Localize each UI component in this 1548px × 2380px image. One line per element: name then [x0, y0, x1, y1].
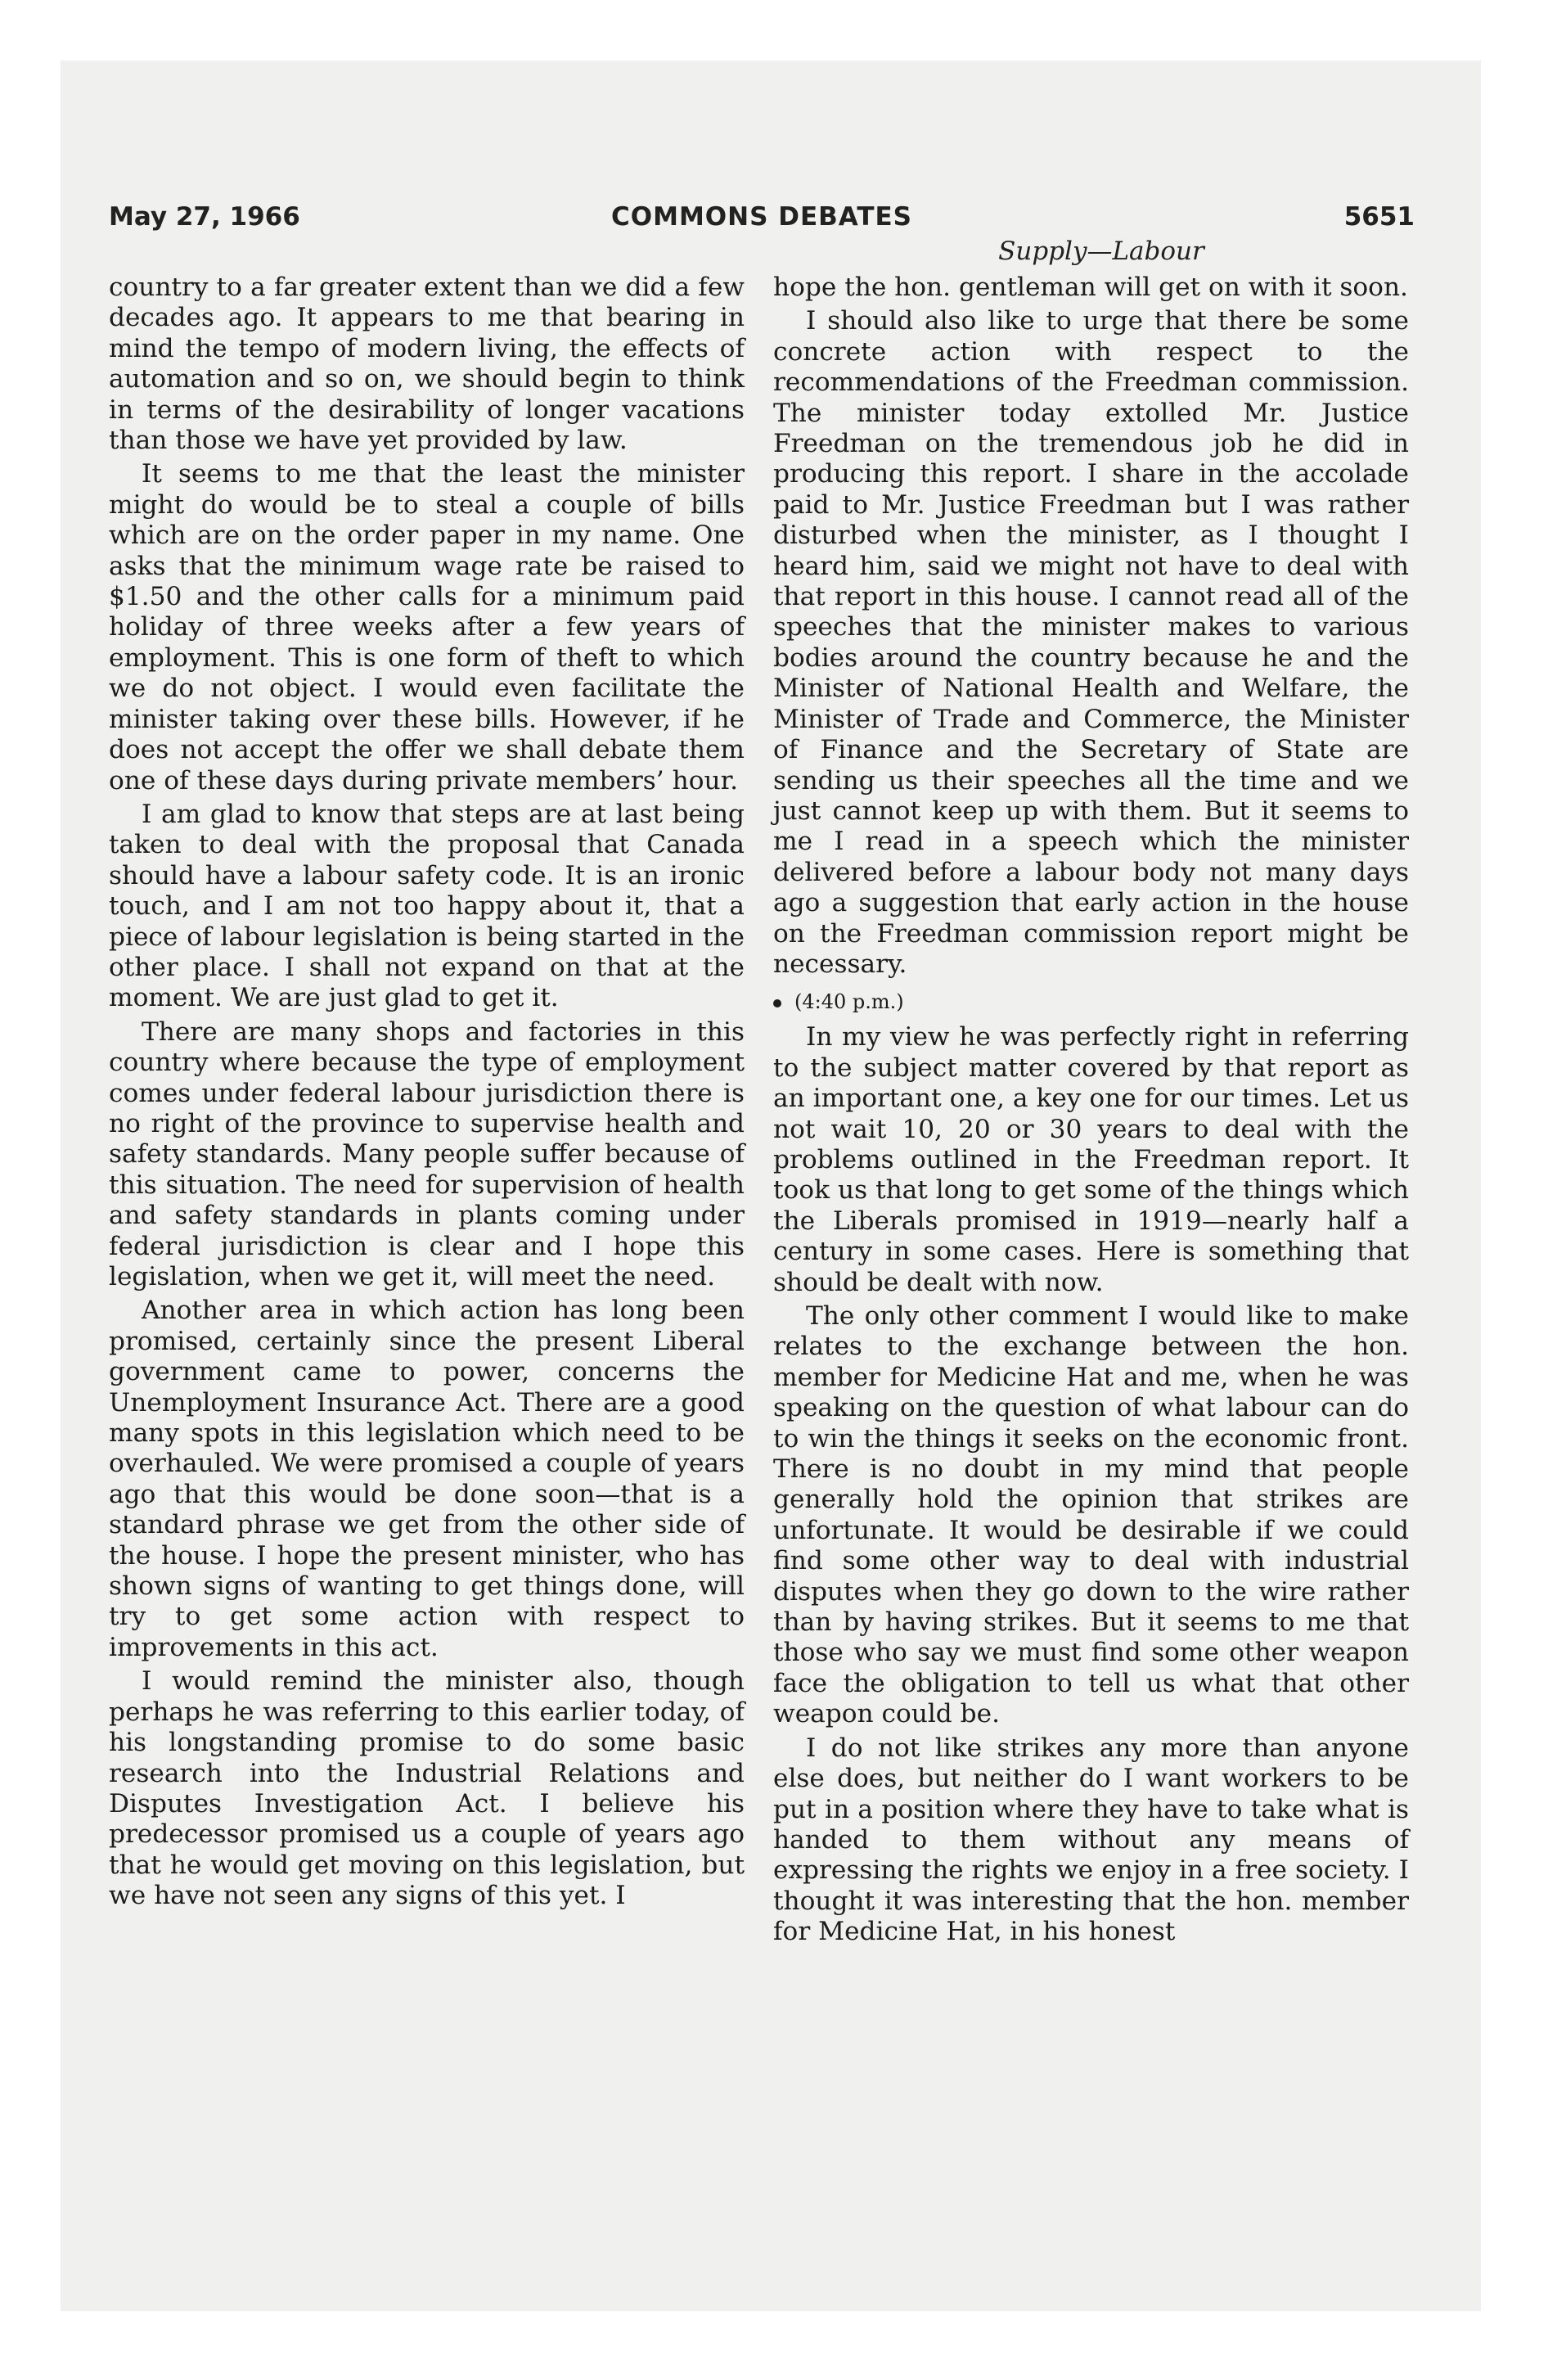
bullet-icon	[773, 999, 781, 1007]
page-number: 5651	[1343, 202, 1415, 232]
paragraph: country to a far greater extent than we did a few decades ago. It appears to me that bearing in mind the tempo of modern living, the effects of automation and so on, we should begin to think in terms of the desirability of longer vacations than those we have yet provided by law.	[109, 273, 745, 456]
publication-title: COMMONS DEBATES	[611, 202, 912, 232]
time-stamp	[773, 989, 1409, 1014]
running-header	[109, 202, 1415, 238]
time-stamp-text: (4:40 p.m.)	[794, 990, 904, 1014]
left-column	[109, 273, 745, 1915]
paragraph: There are many shops and factories in this country where because the type of employment comes under federal labour jurisdiction there is no right of the province to supervise health and safety standards. Many people suffer because of this situation. The need for supervision of health and safety standards in plants coming under federal jurisdiction is clear and I hope this legislation, when we get it, will meet the need.	[109, 1016, 745, 1291]
paragraph: In my view he was perfectly right in referring to the subject matter covered by that report as an important one, a key one for our times. Let us not wait 10, 20 or 30 years to deal with the problems outlined in the Freedman report. It took us that long to get some of the things which the Liberals promised in 1919—nearly half a century in some cases. Here is something that should be dealt with now.	[773, 1022, 1409, 1297]
paragraph: I should also like to urge that there be some concrete action with respect to the recommendations of the Freedman commission. The minister today extolled Mr. Justice Freedman on the tremendous job he did in producing this report. I share in the accolade paid to Mr. Justice Freedman but I was rather disturbed when the minister, as I thought I heard him, said we might not have to deal with that report in this house. I cannot read all of the speeches that the minister makes to various bodies around the country because he and the Minister of National Health and Welfare, the Minister of Trade and Commerce, the Minister of Finance and the Secretary of State are sending us their speeches all the time and we just cannot keep up with them. But it seems to me I read in a speech which the minister delivered before a labour body not many days ago a suggestion that early action in the house on the Freedman commission report might be necessary.	[773, 306, 1409, 979]
paragraph: Another area in which action has long been promised, certainly since the present Liberal government came to power, concerns the Unemployment Insurance Act. There are a good many spots in this legislation which need to be overhauled. We were promised a couple of years ago that this would be done soon—that is a standard phrase we get from the other side of the house. I hope the present minister, who has shown signs of wanting to get things done, will try to get some action with respect to improvements in this act.	[109, 1296, 745, 1662]
paragraph: I would remind the minister also, though perhaps he was referring to this earlier today, of his longstanding promise to do some basic research into the Industrial Relations and Disputes Investigation Act. I believe his predecessor promised us a couple of years ago that he would get moving on this legislation, but we have not seen any signs of this yet. I	[109, 1666, 745, 1911]
paragraph: hope the hon. gentleman will get on with it soon.	[773, 273, 1408, 302]
header-date: May 27, 1966	[109, 202, 300, 232]
paragraph: I am glad to know that steps are at last being taken to deal with the proposal that Canada should have a labour safety code. It is an ironic touch, and I am not too happy about it, that a piece of labour legislation is being started in the other place. I shall not expand on that at the moment. We are just glad to get it.	[109, 799, 745, 1013]
subject-heading: Supply—Labour	[998, 237, 1204, 266]
paragraph: It seems to me that the least the minister might do would be to steal a couple of bills which are on the order paper in my name. One asks that the minimum wage rate be raised to $1.50 and the other calls for a minimum paid holiday of three weeks after a few years of employment. This is one form of theft to which we do not object. I would even facilitate the minister taking over these bills. However, if he does not accept the offer we shall debate them one of these days during private members’ hour.	[109, 459, 745, 796]
right-column	[773, 273, 1409, 1951]
paragraph: I do not like strikes any more than anyone else does, but neither do I want workers to be put in a position where they have to take what is handed to them without any means of expressing the rights we enjoy in a free society. I thought it was interesting that the hon. member for Medicine Hat, in his honest	[773, 1733, 1409, 1947]
paragraph: The only other comment I would like to make relates to the exchange between the hon. member for Medicine Hat and me, when he was speaking on the question of what labour can do to win the things it seeks on the economic front. There is no doubt in my mind that people generally hold the opinion that strikes are unfortunate. It would be desirable if we could find some other way to deal with industrial disputes when they go down to the wire rather than by having strikes. But it seems to me that those who say we must find some other weapon face the obligation to tell us what that other weapon could be.	[773, 1301, 1409, 1729]
